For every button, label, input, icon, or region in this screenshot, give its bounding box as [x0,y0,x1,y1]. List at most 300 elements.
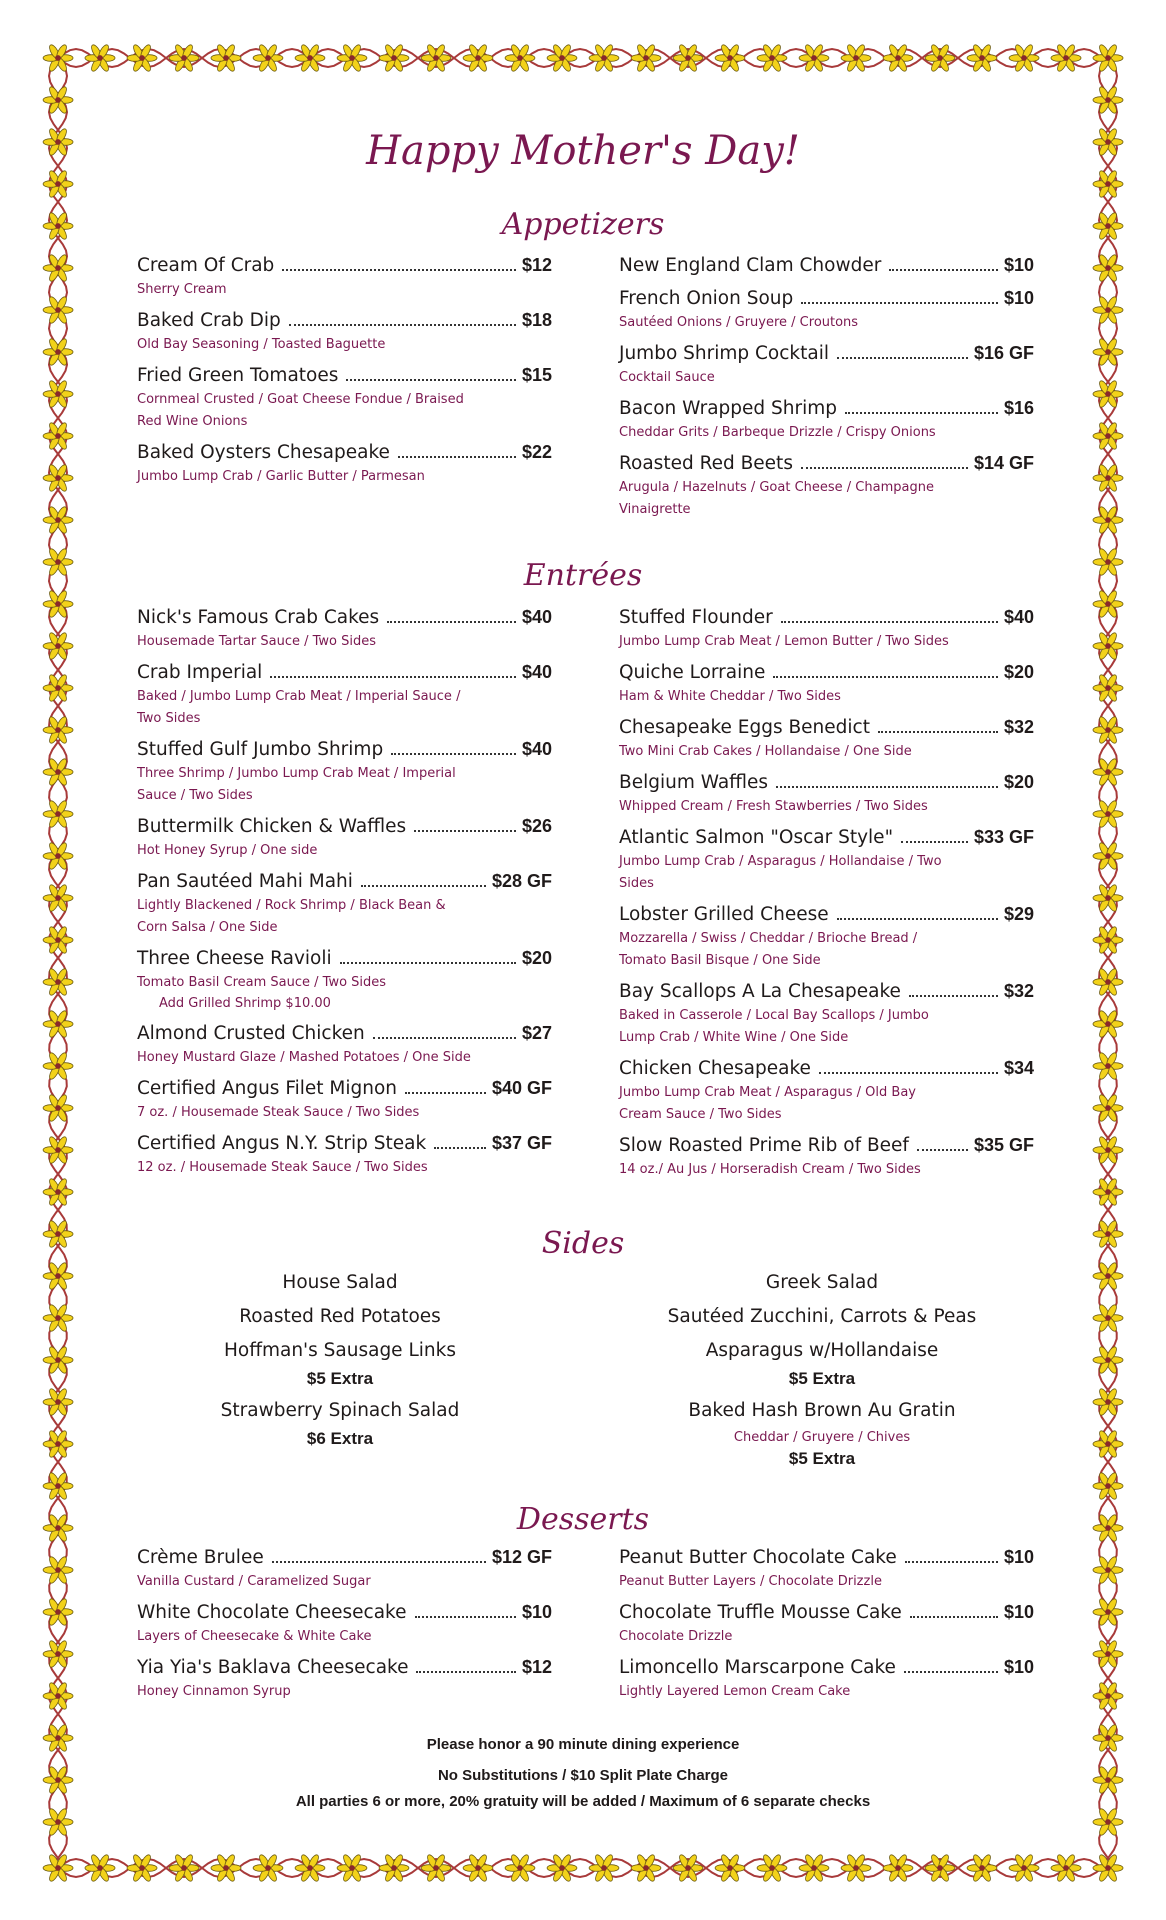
menu-item-name: Atlantic Salmon "Oscar Style" [619,827,894,848]
menu-item-price: $34 [1003,1058,1034,1078]
dot-leader [346,379,516,381]
desserts-right-column [619,1544,1034,1709]
dot-leader [289,324,516,326]
sides-left-column [130,1266,550,1454]
footer-line-1: Please honor a 90 minute dining experience [426,1736,740,1753]
border-flower-icon [1093,85,1123,114]
border-flower-icon [1051,43,1081,72]
menu-item [619,252,1034,279]
border-flower-icon [1093,589,1123,618]
border-flower-icon [1093,1387,1123,1416]
menu-item-line [619,285,1034,312]
border-flower-icon [43,631,73,660]
border-flower-icon [589,43,619,72]
menu-item [137,813,552,862]
menu-item-price: $12 [521,1657,552,1677]
border-flower-icon [43,1681,73,1710]
menu-item [137,362,552,433]
menu-item-description: Tomato Basil Cream Sauce / Two Sides [137,975,387,990]
menu-item-description: Baked / Jumbo Lump Crab Meat / Imperial Sauce / [137,689,461,704]
menu-item-price: $18 [521,310,552,330]
border-flower-icon [43,1387,73,1416]
menu-item-price: $28 GF [491,871,552,891]
menu-item [619,714,1034,763]
border-flower-icon [631,1853,661,1882]
menu-item-price: $40 [521,607,552,627]
side-item-name: Hoffman's Sausage Links [224,1340,456,1361]
border-flower-icon [1093,715,1123,744]
border-flower-icon [337,43,367,72]
border-flower-icon [1093,883,1123,912]
border-flower-icon [43,85,73,114]
menu-item [137,1599,552,1648]
menu-item-name: Chicken Chesapeake [619,1058,811,1079]
border-flower-icon [883,43,913,72]
menu-item [619,978,1034,1049]
menu-item-description: Sides [619,876,654,891]
menu-item-description: Cheddar Grits / Barbeque Drizzle / Crispy Onions [619,425,936,440]
border-flower-icon [631,43,661,72]
menu-item [137,1020,552,1069]
menu-item-price: $12 GF [491,1547,552,1567]
menu-item-line [137,252,552,279]
dot-leader [773,676,998,678]
menu-item-line [619,1055,1034,1082]
menu-item [619,901,1034,972]
menu-item-name: Certified Angus N.Y. Strip Steak [137,1133,427,1154]
footer-line-3: All parties 6 or more, 20% gratuity will be added / Maximum of 6 separate checks [295,1793,871,1810]
border-flower-icon [1093,463,1123,492]
border-flower-icon [1093,1471,1123,1500]
border-flower-icon [925,43,955,72]
menu-item-description: Tomato Basil Bisque / One Side [619,953,821,968]
border-flower-icon [1093,505,1123,534]
menu-item-description: Honey Cinnamon Syrup [137,1684,291,1699]
border-flower-icon [43,883,73,912]
border-flower-icon [1051,1853,1081,1882]
menu-item-description: Two Mini Crab Cakes / Hollandaise / One Side [619,744,912,759]
menu-item-description: Cream Sauce / Two Sides [619,1107,782,1122]
menu-item-name: Cream Of Crab [137,255,275,276]
menu-item-price: $15 [521,365,552,385]
menu-item [619,824,1034,895]
menu-item [137,1130,552,1179]
menu-item-name: Certified Angus Filet Mignon [137,1078,398,1099]
menu-item-name: Pan Sautéed Mahi Mahi [137,871,353,892]
menu-item-description: Jumbo Lump Crab / Asparagus / Hollandaise / Two [619,854,942,869]
border-flower-icon [127,43,157,72]
dot-leader [272,1561,486,1563]
menu-item-name: Nick's Famous Crab Cakes [137,607,380,628]
border-flower-icon [43,421,73,450]
border-flower-icon [43,1639,73,1668]
border-flower-icon [43,757,73,786]
menu-item-description: Old Bay Seasoning / Toasted Baguette [137,337,386,352]
menu-item-line [137,1599,552,1626]
border-flower-icon [1093,1555,1123,1584]
menu-item-description: Jumbo Lump Crab / Garlic Butter / Parmesan [137,469,425,484]
entrees-left-column [137,604,552,1185]
border-flower-icon [295,43,325,72]
border-flower-icon [43,841,73,870]
menu-item-price: $10 [521,1602,552,1622]
menu-item-line [619,252,1034,279]
dot-leader [801,302,998,304]
border-flower-icon [1093,43,1123,72]
section-title-entrees: Entrées [523,558,643,593]
dot-leader [904,1671,998,1673]
menu-item-addon: Add Grilled Shrimp $10.00 [159,996,331,1011]
menu-item [619,1132,1034,1181]
dot-leader [398,456,516,458]
menu-item-name: Lobster Grilled Cheese [619,904,829,925]
menu-item-price: $40 [521,662,552,682]
menu-item-description: Hot Honey Syrup / One side [137,843,318,858]
side-item-extra: $5 Extra [788,1449,856,1468]
menu-item-line [619,450,1034,477]
border-flower-icon [379,1853,409,1882]
menu-item [137,439,552,488]
border-flower-icon [673,43,703,72]
menu-item-name: Roasted Red Beets [619,453,793,474]
menu-item [137,252,552,301]
menu-item-description: Chocolate Drizzle [619,1629,733,1644]
border-flower-icon [463,1853,493,1882]
border-flower-icon [1093,1135,1123,1164]
menu-item-description: Lump Crab / White Wine / One Side [619,1030,849,1045]
border-flower-icon [757,1853,787,1882]
menu-item-line [619,978,1034,1005]
border-flower-icon [1093,1303,1123,1332]
appetizers-left-column [137,252,552,494]
border-flower-icon [43,1177,73,1206]
menu-item-description: 7 oz. / Housemade Steak Sauce / Two Sides [137,1105,420,1120]
menu-item-price: $29 [1003,904,1034,924]
dot-leader [405,1092,486,1094]
menu-item-price: $20 [1003,662,1034,682]
dot-leader [837,918,998,920]
menu-item-price: $33 GF [973,827,1034,847]
dot-leader [373,1037,516,1039]
border-flower-icon [547,1853,577,1882]
menu-item-price: $27 [521,1023,552,1043]
dot-leader [776,786,998,788]
border-flower-icon [1093,1597,1123,1626]
menu-item-description: Sauce / Two Sides [137,788,253,803]
dot-leader [901,841,968,843]
border-flower-icon [253,43,283,72]
menu-item-line [619,824,1034,851]
menu-item [137,1075,552,1124]
menu-item-description: Three Shrimp / Jumbo Lump Crab Meat / Imperial [137,766,456,781]
border-flower-icon [1093,421,1123,450]
menu-item [137,1654,552,1703]
menu-item-name: Baked Oysters Chesapeake [137,442,390,463]
menu-item-name: Belgium Waffles [619,772,769,793]
border-flower-icon [841,43,871,72]
border-flower-icon [1093,925,1123,954]
menu-item-description: Whipped Cream / Fresh Stawberries / Two Sides [619,799,928,814]
border-flower-icon [43,43,73,72]
menu-item-description: Baked in Casserole / Local Bay Scallops / Jumbo [619,1008,929,1023]
menu-item-name: Stuffed Gulf Jumbo Shrimp [137,739,384,760]
dot-leader [837,357,968,359]
border-flower-icon [1093,379,1123,408]
dot-leader [434,1147,486,1149]
menu-item-line [619,901,1034,928]
side-item-name: Strawberry Spinach Salad [220,1400,460,1421]
border-flower-icon [1093,1093,1123,1122]
dot-leader [781,621,998,623]
side-item-extra: $5 Extra [788,1369,856,1388]
menu-item [619,450,1034,521]
menu-item-name: Quiche Lorraine [619,662,766,683]
menu-item [137,659,552,730]
menu-item [619,659,1034,708]
border-flower-icon [211,1853,241,1882]
menu-item-name: Slow Roasted Prime Rib of Beef [619,1135,909,1156]
menu-item-name: Bacon Wrapped Shrimp [619,398,837,419]
border-flower-icon [43,337,73,366]
menu-item-line [137,604,552,631]
menu-item [619,285,1034,334]
menu-item-line [619,340,1034,367]
border-flower-icon [757,43,787,72]
side-item-description: Cheddar / Gruyere / Chives [733,1430,911,1445]
border-flower-icon [43,253,73,282]
side-item-name: Greek Salad [765,1272,879,1293]
border-flower-icon [1093,295,1123,324]
border-flower-icon [505,43,535,72]
menu-item-description: Ham & White Cheddar / Two Sides [619,689,841,704]
side-item-name: Asparagus w/Hollandaise [705,1340,939,1361]
dot-leader [387,621,516,623]
menu-item-price: $10 [1003,1602,1034,1622]
border-flower-icon [1093,1807,1123,1836]
dot-leader [819,1072,998,1074]
border-flower-icon [43,1261,73,1290]
section-title-appetizers: Appetizers [501,207,665,242]
menu-item-line [137,736,552,763]
menu-item-price: $10 [1003,1547,1034,1567]
dot-leader [909,995,998,997]
menu-item-name: New England Clam Chowder [619,255,882,276]
desserts-left-column [137,1544,552,1709]
border-flower-icon [1093,1345,1123,1374]
menu-item-name: Crab Imperial [137,662,263,683]
menu-item-name: French Onion Soup [619,288,794,309]
menu-item [137,604,552,653]
menu-item-description: Two Sides [137,711,201,726]
entrees-right-column [619,604,1034,1187]
menu-item-price: $32 [1003,717,1034,737]
menu-item-line [619,1132,1034,1159]
border-flower-icon [43,1471,73,1500]
menu-item-price: $32 [1003,981,1034,1001]
border-flower-icon [1093,841,1123,870]
menu-item-description: Lightly Blackened / Rock Shrimp / Black Bean & [137,898,446,913]
menu-item-description: Cocktail Sauce [619,370,715,385]
dot-leader [801,467,968,469]
border-flower-icon [43,925,73,954]
menu-item-name: Stuffed Flounder [619,607,773,628]
dot-leader [845,412,998,414]
border-flower-icon [43,589,73,618]
menu-item-line [619,659,1034,686]
menu-item-description: Vinaigrette [619,502,691,517]
border-flower-icon [925,1853,955,1882]
menu-item-description: Red Wine Onions [137,414,248,429]
border-flower-icon [1093,1681,1123,1710]
border-flower-icon [883,1853,913,1882]
border-flower-icon [967,43,997,72]
menu-item-description: 12 oz. / Housemade Steak Sauce / Two Sides [137,1160,428,1175]
menu-item-description: Vanilla Custard / Caramelized Sugar [137,1574,371,1589]
border-flower-icon [547,43,577,72]
side-item-name: Sautéed Zucchini, Carrots & Peas [667,1306,977,1327]
border-flower-icon [295,1853,325,1882]
menu-item-line [137,439,552,466]
section-title-sides: Sides [541,1226,625,1261]
menu-item-line [137,1075,552,1102]
side-item-name: Roasted Red Potatoes [239,1306,441,1327]
menu-item [619,1599,1034,1648]
border-flower-icon [43,1807,73,1836]
menu-item-name: Baked Crab Dip [137,310,281,331]
menu-item-name: White Chocolate Cheesecake [137,1602,407,1623]
border-flower-icon [1093,631,1123,660]
menu-item [137,1544,552,1593]
menu-item-line [137,362,552,389]
menu-item-price: $40 GF [491,1078,552,1098]
menu-item-description: Jumbo Lump Crab Meat / Asparagus / Old Bay [619,1085,916,1100]
dot-leader [282,269,516,271]
menu-item-line [137,868,552,895]
border-flower-icon [169,1853,199,1882]
menu-item-description: Lightly Layered Lemon Cream Cake [619,1684,851,1699]
menu-item-description: Sautéed Onions / Gruyere / Croutons [619,315,859,330]
menu-item [137,868,552,939]
border-flower-icon [253,1853,283,1882]
side-item-name: Baked Hash Brown Au Gratin [688,1400,956,1421]
menu-item-line [137,659,552,686]
menu-item-description: Honey Mustard Glaze / Mashed Potatoes / One Side [137,1050,471,1065]
menu-item-line [137,1654,552,1681]
menu-item-line [619,769,1034,796]
menu-item [619,340,1034,389]
menu-item-price: $10 [1003,1657,1034,1677]
border-flower-icon [43,1051,73,1080]
border-flower-icon [43,379,73,408]
menu-item-name: Yia Yia's Baklava Cheesecake [137,1657,409,1678]
border-flower-icon [379,43,409,72]
border-flower-icon [1093,967,1123,996]
border-flower-icon [43,673,73,702]
menu-item-line [619,1654,1034,1681]
menu-item-price: $20 [1003,772,1034,792]
dot-leader [905,1561,998,1563]
border-flower-icon [43,1009,73,1038]
menu-item-price: $26 [521,816,552,836]
menu-item [619,1544,1034,1593]
border-flower-icon [463,43,493,72]
menu-item-line [619,604,1034,631]
menu-item-description: Layers of Cheesecake & White Cake [137,1629,372,1644]
border-flower-icon [799,1853,829,1882]
menu-item [137,307,552,356]
border-flower-icon [1093,1177,1123,1206]
menu-item-price: $10 [1003,255,1034,275]
menu-item-description: Jumbo Lump Crab Meat / Lemon Butter / Two Sides [619,634,949,649]
border-flower-icon [589,1853,619,1882]
dot-leader [910,1616,998,1618]
border-flower-icon [1093,337,1123,366]
border-flower-icon [211,43,241,72]
appetizers-right-column [619,252,1034,527]
menu-item-price: $10 [1003,288,1034,308]
dot-leader [270,676,516,678]
dot-leader [391,753,516,755]
menu-item [619,769,1034,818]
menu-item-line [137,1544,552,1571]
menu-item-price: $16 [1003,398,1034,418]
dot-leader [889,269,998,271]
menu-item-line [137,813,552,840]
border-flower-icon [43,505,73,534]
menu-item-price: $40 [521,739,552,759]
dot-leader [414,830,516,832]
menu-item-name: Three Cheese Ravioli [137,948,332,969]
menu-item [137,736,552,807]
menu-item-name: Fried Green Tomatoes [137,365,339,386]
menu-item [619,1055,1034,1126]
menu-item-name: Limoncello Marscarpone Cake [619,1657,896,1678]
border-flower-icon [337,1853,367,1882]
menu-item [619,395,1034,444]
menu-item-line [137,1130,552,1157]
border-flower-icon [715,1853,745,1882]
menu-item-line [619,714,1034,741]
menu-item [619,1654,1034,1703]
menu-item [137,945,552,1014]
dot-leader [917,1149,968,1151]
border-flower-icon [85,1853,115,1882]
border-flower-icon [43,1303,73,1332]
border-flower-icon [1093,1261,1123,1290]
menu-item-line [137,307,552,334]
dot-leader [361,885,486,887]
menu-item-line [137,945,552,972]
menu-item-description: Corn Salsa / One Side [137,920,278,935]
menu-item-description: Cornmeal Crusted / Goat Cheese Fondue / Braised [137,392,464,407]
menu-item-description: Mozzarella / Swiss / Cheddar / Brioche Bread / [619,931,918,946]
menu-item-name: Jumbo Shrimp Cocktail [619,343,829,364]
border-flower-icon [43,967,73,996]
menu-item-price: $22 [521,442,552,462]
border-flower-icon [421,43,451,72]
menu-item-price: $12 [521,255,552,275]
border-flower-icon [43,1345,73,1374]
border-flower-icon [1093,1051,1123,1080]
border-flower-icon [43,799,73,828]
border-flower-icon [967,1853,997,1882]
border-flower-icon [1093,1009,1123,1038]
section-title-desserts: Desserts [516,1502,650,1537]
menu-item-line [619,395,1034,422]
border-flower-icon [1009,43,1039,72]
border-flower-icon [1093,799,1123,828]
side-item-extra: $6 Extra [306,1429,374,1448]
